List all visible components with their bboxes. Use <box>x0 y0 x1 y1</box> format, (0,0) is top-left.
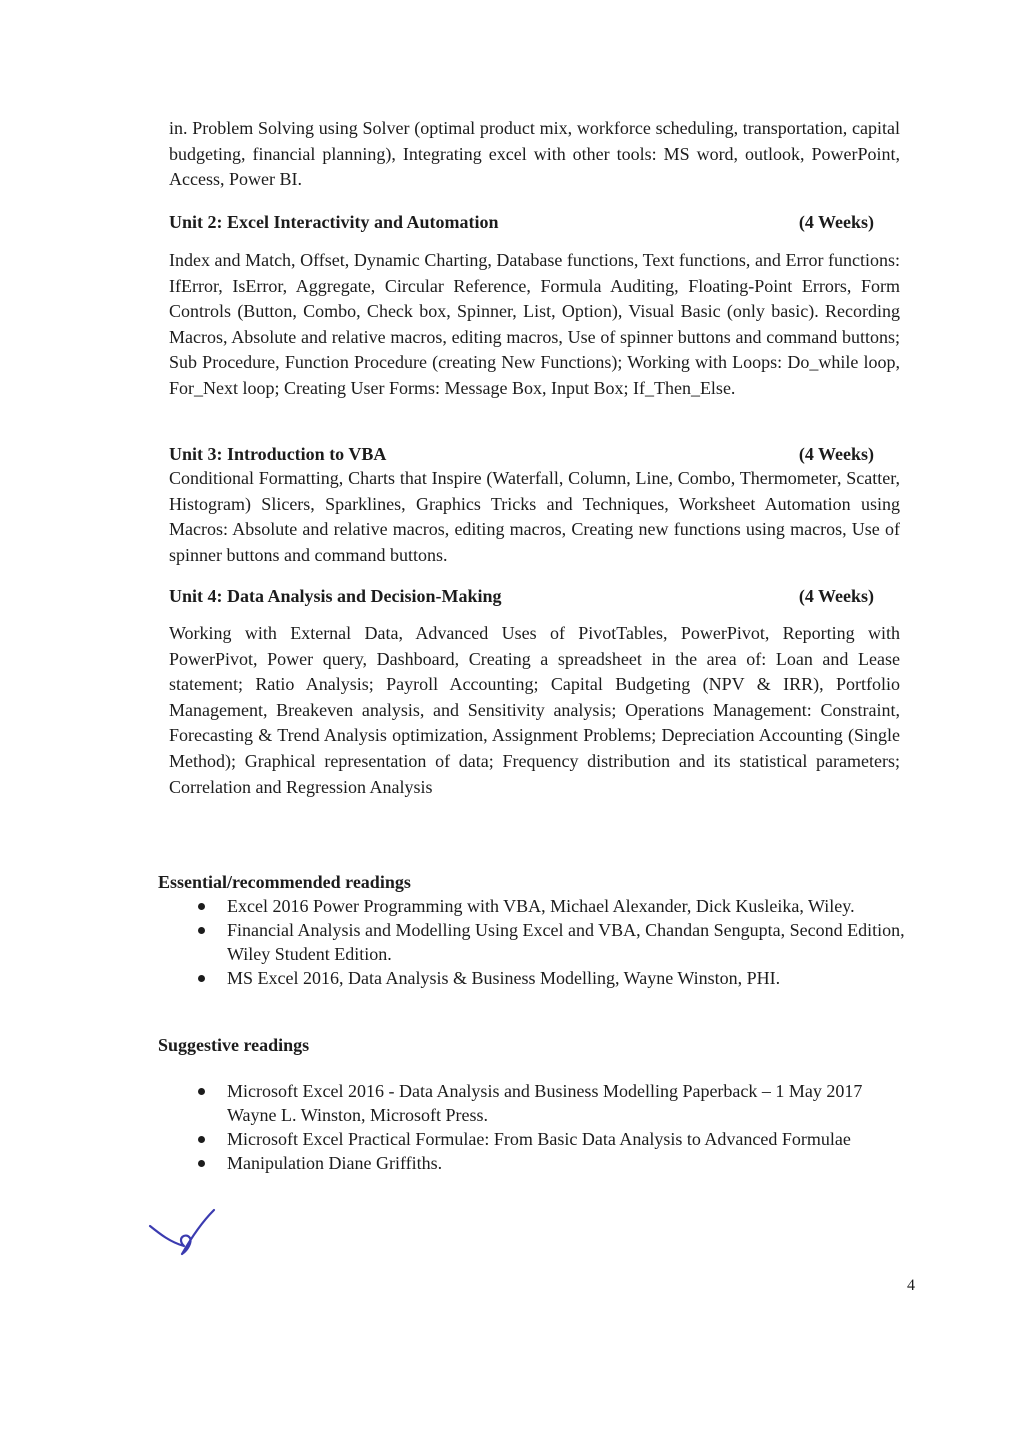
unit-3-body: Conditional Formatting, Charts that Inspire (Waterfall, Column, Line, Combo, Thermometer, Scatter, Histogram) Slicers, Sparklines, Graphics Tricks and Techniques, Worksheet Automation using Macros: Absolute and relative macros, editing macros, Creating new functions using macros, Use of spinner buttons and command buttons. <box>169 468 900 565</box>
bullet-icon <box>198 975 205 982</box>
unit-3-duration: (4 Weeks) <box>798 444 874 464</box>
unit-2-body: Index and Match, Offset, Dynamic Charting, Database functions, Text functions, and Error functions: IfError, IsError, Aggregate, Circular Reference, Formula Auditing, Floating-Point Errors, Form Controls (Button, Combo, Check box, Spinner, List, Option), Visual Basic (only basic). Recording Macros, Absolute and relative macros, editing macros, Use of spinner buttons and command buttons; Sub Procedure, Function Procedure (creating New Functions); Working with Loops: Do_while loop, For_Next loop; Creating User Forms: Message Box, Input Box; If_Then_Else. <box>169 250 900 398</box>
essential-readings-list <box>196 894 906 990</box>
unit-3-heading <box>169 442 874 466</box>
unit-2-heading <box>169 210 874 234</box>
list-item: Financial Analysis and Modelling Using Excel and VBA, Chandan Sengupta, Second Edition, Wiley Student Edition. <box>196 918 906 966</box>
bullet-icon <box>198 903 205 910</box>
unit-2-duration: (4 Weeks) <box>798 212 874 232</box>
bullet-icon <box>198 927 205 934</box>
unit-3-title: Unit 3: Introduction to VBA <box>169 444 387 464</box>
page-number: 4 <box>907 1277 915 1294</box>
suggestive-readings-list <box>196 1079 906 1175</box>
essential-readings-heading: Essential/recommended readings <box>158 872 411 892</box>
unit-4-body: Working with External Data, Advanced Uses of PivotTables, PowerPivot, Reporting with PowerPivot, Power query, Dashboard, Creating a spreadsheet in the area of: Loan and Lease statement; Ratio Analysis; Payroll Accounting; Capital Budgeting (NPV & IRR), Portfolio Management, Breakeven analysis, and Sensitivity analysis; Operations Management: Constraint, Forecasting & Trend Analysis optimization, Assignment Problems; Depreciation Accounting (Single Method); Graphical representation of data; Frequency distribution and its statistical parameters; Correlation and Regression Analysis <box>169 623 900 797</box>
suggestive-readings-heading: Suggestive readings <box>158 1035 310 1055</box>
handwritten-tick-mark-icon <box>146 1208 222 1258</box>
list-item: Excel 2016 Power Programming with VBA, Michael Alexander, Dick Kusleika, Wiley. <box>196 894 906 918</box>
unit-2-title: Unit 2: Excel Interactivity and Automation <box>169 212 499 232</box>
list-item: MS Excel 2016, Data Analysis & Business Modelling, Wayne Winston, PHI. <box>196 966 906 990</box>
intro-paragraph: in. Problem Solving using Solver (optimal product mix, workforce scheduling, transportation, capital budgeting, financial planning), Integrating excel with other tools: MS word, outlook, PowerPoint, Access, Power BI. <box>169 118 900 190</box>
list-item: Microsoft Excel 2016 - Data Analysis and Business Modelling Paperback – 1 May 2017 Wayne L. Winston, Microsoft Press. <box>196 1079 906 1127</box>
unit-4-title: Unit 4: Data Analysis and Decision-Making <box>169 586 502 606</box>
list-item: Microsoft Excel Practical Formulae: From Basic Data Analysis to Advanced Formulae <box>196 1127 906 1151</box>
bullet-icon <box>198 1160 205 1167</box>
list-item: Manipulation Diane Griffiths. <box>196 1151 906 1175</box>
bullet-icon <box>198 1136 205 1143</box>
bullet-icon <box>198 1088 205 1095</box>
unit-4-duration: (4 Weeks) <box>798 586 874 606</box>
unit-4-heading <box>169 584 874 608</box>
